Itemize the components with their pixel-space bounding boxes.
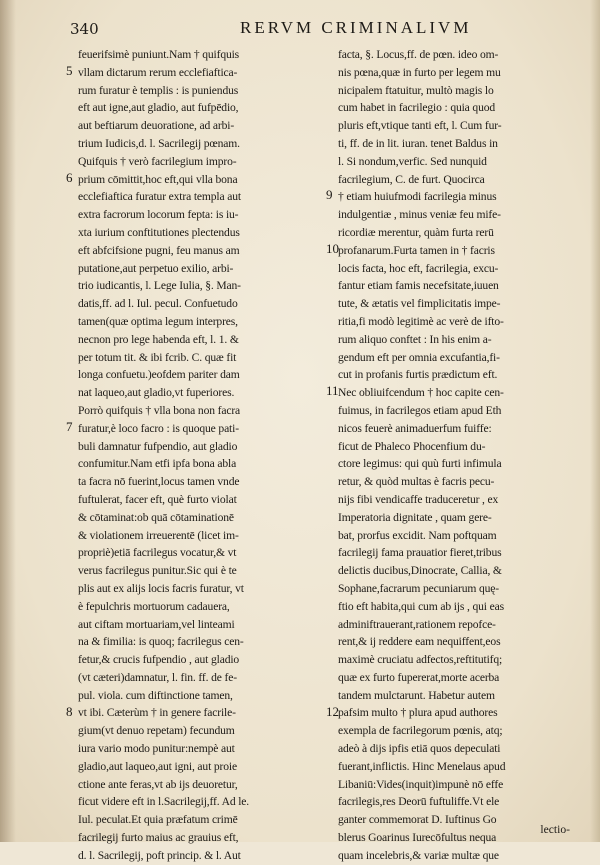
running-head: RERVM CRIMINALIVM [240, 18, 472, 37]
text-line: eft abfcifsione pugni, feu manus am [78, 243, 240, 257]
text-line: Porrò quifquis † vlla bona non facra [78, 403, 241, 417]
text-line: gium(vt denuo repetam) fecundum [78, 724, 235, 738]
text-line: profanarum.Furta tamen in † facris [338, 243, 495, 257]
text-line: na & fimilia: is quoq; facrilegus cen- [78, 635, 244, 649]
text-line: trium Iudicis,d. l. Sacrilegij pœnam. [78, 136, 240, 150]
marginal-number: 6 [66, 169, 73, 185]
text-line: indulgentiæ , minus veniæ feu mife- [338, 208, 501, 222]
text-line: fuftulerat, facer eft, què furto violat [78, 492, 237, 506]
text-line: nat laqueo,aut gladio,vt fuperiores. [78, 386, 235, 400]
text-line: quæ ex furto fupererat,morte acerba [338, 670, 500, 684]
text-line: fetur,& crucis fufpendio , aut gladio [78, 653, 240, 667]
text-line: facrilegium, C. de furt. Quocirca [338, 172, 485, 186]
text-line: è fepulchris mortuorum cadauera, [78, 599, 230, 613]
text-line: tandem mulctarunt. Habetur autem [338, 688, 495, 702]
text-line: Iul. peculat.Et quia præfatum crimē [78, 813, 238, 827]
text-line: tamen(quæ optima legum interpres, [78, 314, 238, 328]
text-line: cum habet in facrilegio : quia quod [338, 101, 496, 115]
marginal-number: 10 [326, 240, 339, 256]
text-line: facrilegij fama prauatior fieret,tribus [338, 546, 502, 560]
text-line: buli damnatur fufpendio, aut gladio [78, 439, 238, 453]
text-line: maximè cruciatu adfectos,reftitutifq; [338, 653, 503, 667]
text-line: pluris eft,vtique tanti eft, l. Cum fur- [338, 119, 502, 133]
text-line: longa confuetu.)eofdem pariter dam [78, 368, 240, 382]
text-line: ricordiæ merentur, quàm furta rerū [338, 225, 494, 239]
text-line: Quifquis † verò facrilegium impro- [78, 154, 237, 168]
text-line: ta facra nō fuerint,locus tamen vnde [78, 475, 240, 489]
text-line: nijs fibi vendicaffe traduceretur , ex [338, 492, 499, 506]
binding-shadow [0, 0, 16, 842]
text-line: & cōtaminat:ob quā cōtaminationē [78, 510, 234, 524]
text-line: cut in profanis furtis prædictum eft. [338, 368, 498, 382]
text-line: pafsim multo † plura apud authores [338, 706, 498, 720]
text-line: vllam dictarum rerum ecclefiaftica- [78, 65, 238, 79]
text-line: ftio eft habita,qui cum ab ijs , qui eas [338, 599, 504, 613]
text-line: plis aut ex alijs locis facris furatur, vt [78, 581, 244, 595]
text-line: exempla de facrilegorum pœnis, atq; [338, 724, 503, 738]
text-line: bat, prorfus excidit. Nam poftquam [338, 528, 497, 542]
catchword: lectio- [540, 823, 570, 836]
text-line: trio iudicantis, l. Lege Iulia, §. Man- [78, 279, 241, 293]
text-line: d. l. Sacrilegij, poft princip. & l. Aut [78, 848, 241, 862]
text-line: ti, ff. de in lit. iuran. tenet Baldus in [338, 136, 498, 150]
text-line: propriè)etiā facrilegus vocatur,& vt [78, 546, 237, 560]
marginal-number: 11 [326, 383, 339, 399]
text-line: necnon pro lege habenda eft, l. 1. & [78, 332, 239, 346]
text-line: Nec obliuifcendum † hoc capite cen- [338, 386, 504, 400]
text-line: & violationem irreuerentē (licet im- [78, 528, 239, 542]
text-line: aut beftiarum deuoratione, ad arbi- [78, 119, 235, 133]
page-number: 340 [70, 20, 99, 38]
text-line: adminiftrauerant,rationem repofce- [338, 617, 496, 631]
marginal-number: 5 [66, 62, 73, 78]
marginal-number: 12 [326, 703, 339, 719]
text-line: ficut de Phaleco Phocenfium du- [338, 439, 486, 453]
text-line: fuerant,inflictis. Hinc Menelaus apud [338, 759, 506, 773]
text-line: ritia,fi modò legitimè ac verè de ifto- [338, 314, 504, 328]
text-line: locis facta, hoc eft, facrilegia, excu- [338, 261, 499, 275]
text-line: tute, & ætatis vel fimplicitatis impe- [338, 297, 501, 311]
text-line: vt ibi. Cæterùm † in genere facrile- [78, 706, 236, 720]
text-line: facrilegij furto maius ac grauius eft, [78, 831, 239, 845]
text-line: rum aliquo conftet : In his enim a- [338, 332, 492, 346]
marginal-number: 7 [66, 418, 73, 434]
text-line: ctore legimus: qui quù furti infimula [338, 457, 502, 471]
text-line: rum furatur è templis : is puniendus [78, 83, 239, 97]
text-line: ganter commemorat D. Iuftinus Go [338, 813, 497, 827]
text-line: fantur etiam famis necefsitate,iuuen [338, 279, 499, 293]
text-line: confumitur.Nam etfi ipfa bona abla [78, 457, 237, 471]
text-line: quam incelebris,& variæ multæ que [338, 848, 499, 862]
text-line: per totum tit. & ibi fcrib. C. quæ fit [78, 350, 237, 364]
marginal-number: 9 [326, 187, 333, 203]
page-edge [590, 0, 600, 842]
text-line: ctione ante feras,vt ab ijs deuoretur, [78, 777, 238, 791]
text-line: iura vario modo punitur:nempè aut [78, 742, 235, 756]
text-line: l. Si nondum,verfic. Sed nunquid [338, 154, 487, 168]
text-line: facrilegis,res Deorū fuftuliffe.Vt ele [338, 795, 500, 809]
text-line: Sophane,facrarum pecuniarum quę- [338, 581, 499, 595]
page-header [40, 12, 570, 40]
text-line: aut ciftam mortuariam,vel linteami [78, 617, 235, 631]
text-line: facta, §. Locus,ff. de pœn. ideo om- [338, 48, 499, 61]
text-line: adeò à dijs ipfis etiā quos depeculati [338, 742, 501, 756]
text-line: verus facrilegus punitur.Sic qui è te [78, 564, 237, 578]
text-line: blerus Goarinus Iurecōfultus nequa [338, 831, 497, 845]
text-line: delictis ducibus,Dinocrate, Callia, & [338, 564, 502, 578]
text-line: fuimus, in facrilegos etiam apud Eth [338, 403, 502, 417]
text-line: prium cōmittit,hoc eft,qui vlla bona [78, 172, 238, 186]
text-line: rent,& ij reddere eam nequiffent,eos [338, 635, 501, 649]
text-line: (vt cæteri)damnatur, l. fin. ff. de fe- [78, 670, 237, 684]
text-line: putatione,aut perpetuo exilio, arbi- [78, 261, 234, 275]
text-line: furatur,è loco facro : is quoque pati- [78, 421, 239, 435]
text-line: nicipalem ftatuitur, multò magis lo [338, 83, 494, 97]
text-line: gladio,aut laqueo,aut igni, aut proie [78, 759, 237, 773]
text-line: xta iurium conftitutiones plectendus [78, 225, 240, 239]
text-line: ficut videre eft in l.Sacrilegij,ff. Ad le. [78, 795, 250, 809]
text-line: retur, & quòd multas è facris pecu- [338, 475, 495, 489]
text-line: nicos feuerè animaduerfum fuiffe: [338, 421, 492, 435]
text-line: extra facrorum locorum fepta: is iu- [78, 208, 239, 222]
text-line: gendum eft per omnia excufantia,fi- [338, 350, 500, 364]
left-text-column [78, 46, 326, 865]
text-line: † etiam huiufmodi facrilegia minus [338, 190, 497, 204]
text-line: ecclefiaftica furatur extra templa aut [78, 190, 241, 204]
text-line: Libaniū:Vides(inquit)impunè nō effe [338, 777, 504, 791]
right-text-column [338, 46, 576, 865]
text-line: eft aut igne,aut gladio, aut fufpēdio, [78, 101, 239, 115]
text-line: datis,ff. ad l. Iul. pecul. Confuetudo [78, 297, 238, 311]
text-line: pul. viola. cum diftinctione tamen, [78, 688, 233, 702]
marginal-number: 8 [66, 703, 73, 719]
text-line: Imperatoria dignitate , quam gere- [338, 510, 492, 524]
text-line: feuerifsimè puniunt.Nam † quifquis [78, 48, 240, 61]
text-line: nis pœna,quæ in furto per legem mu [338, 65, 501, 79]
